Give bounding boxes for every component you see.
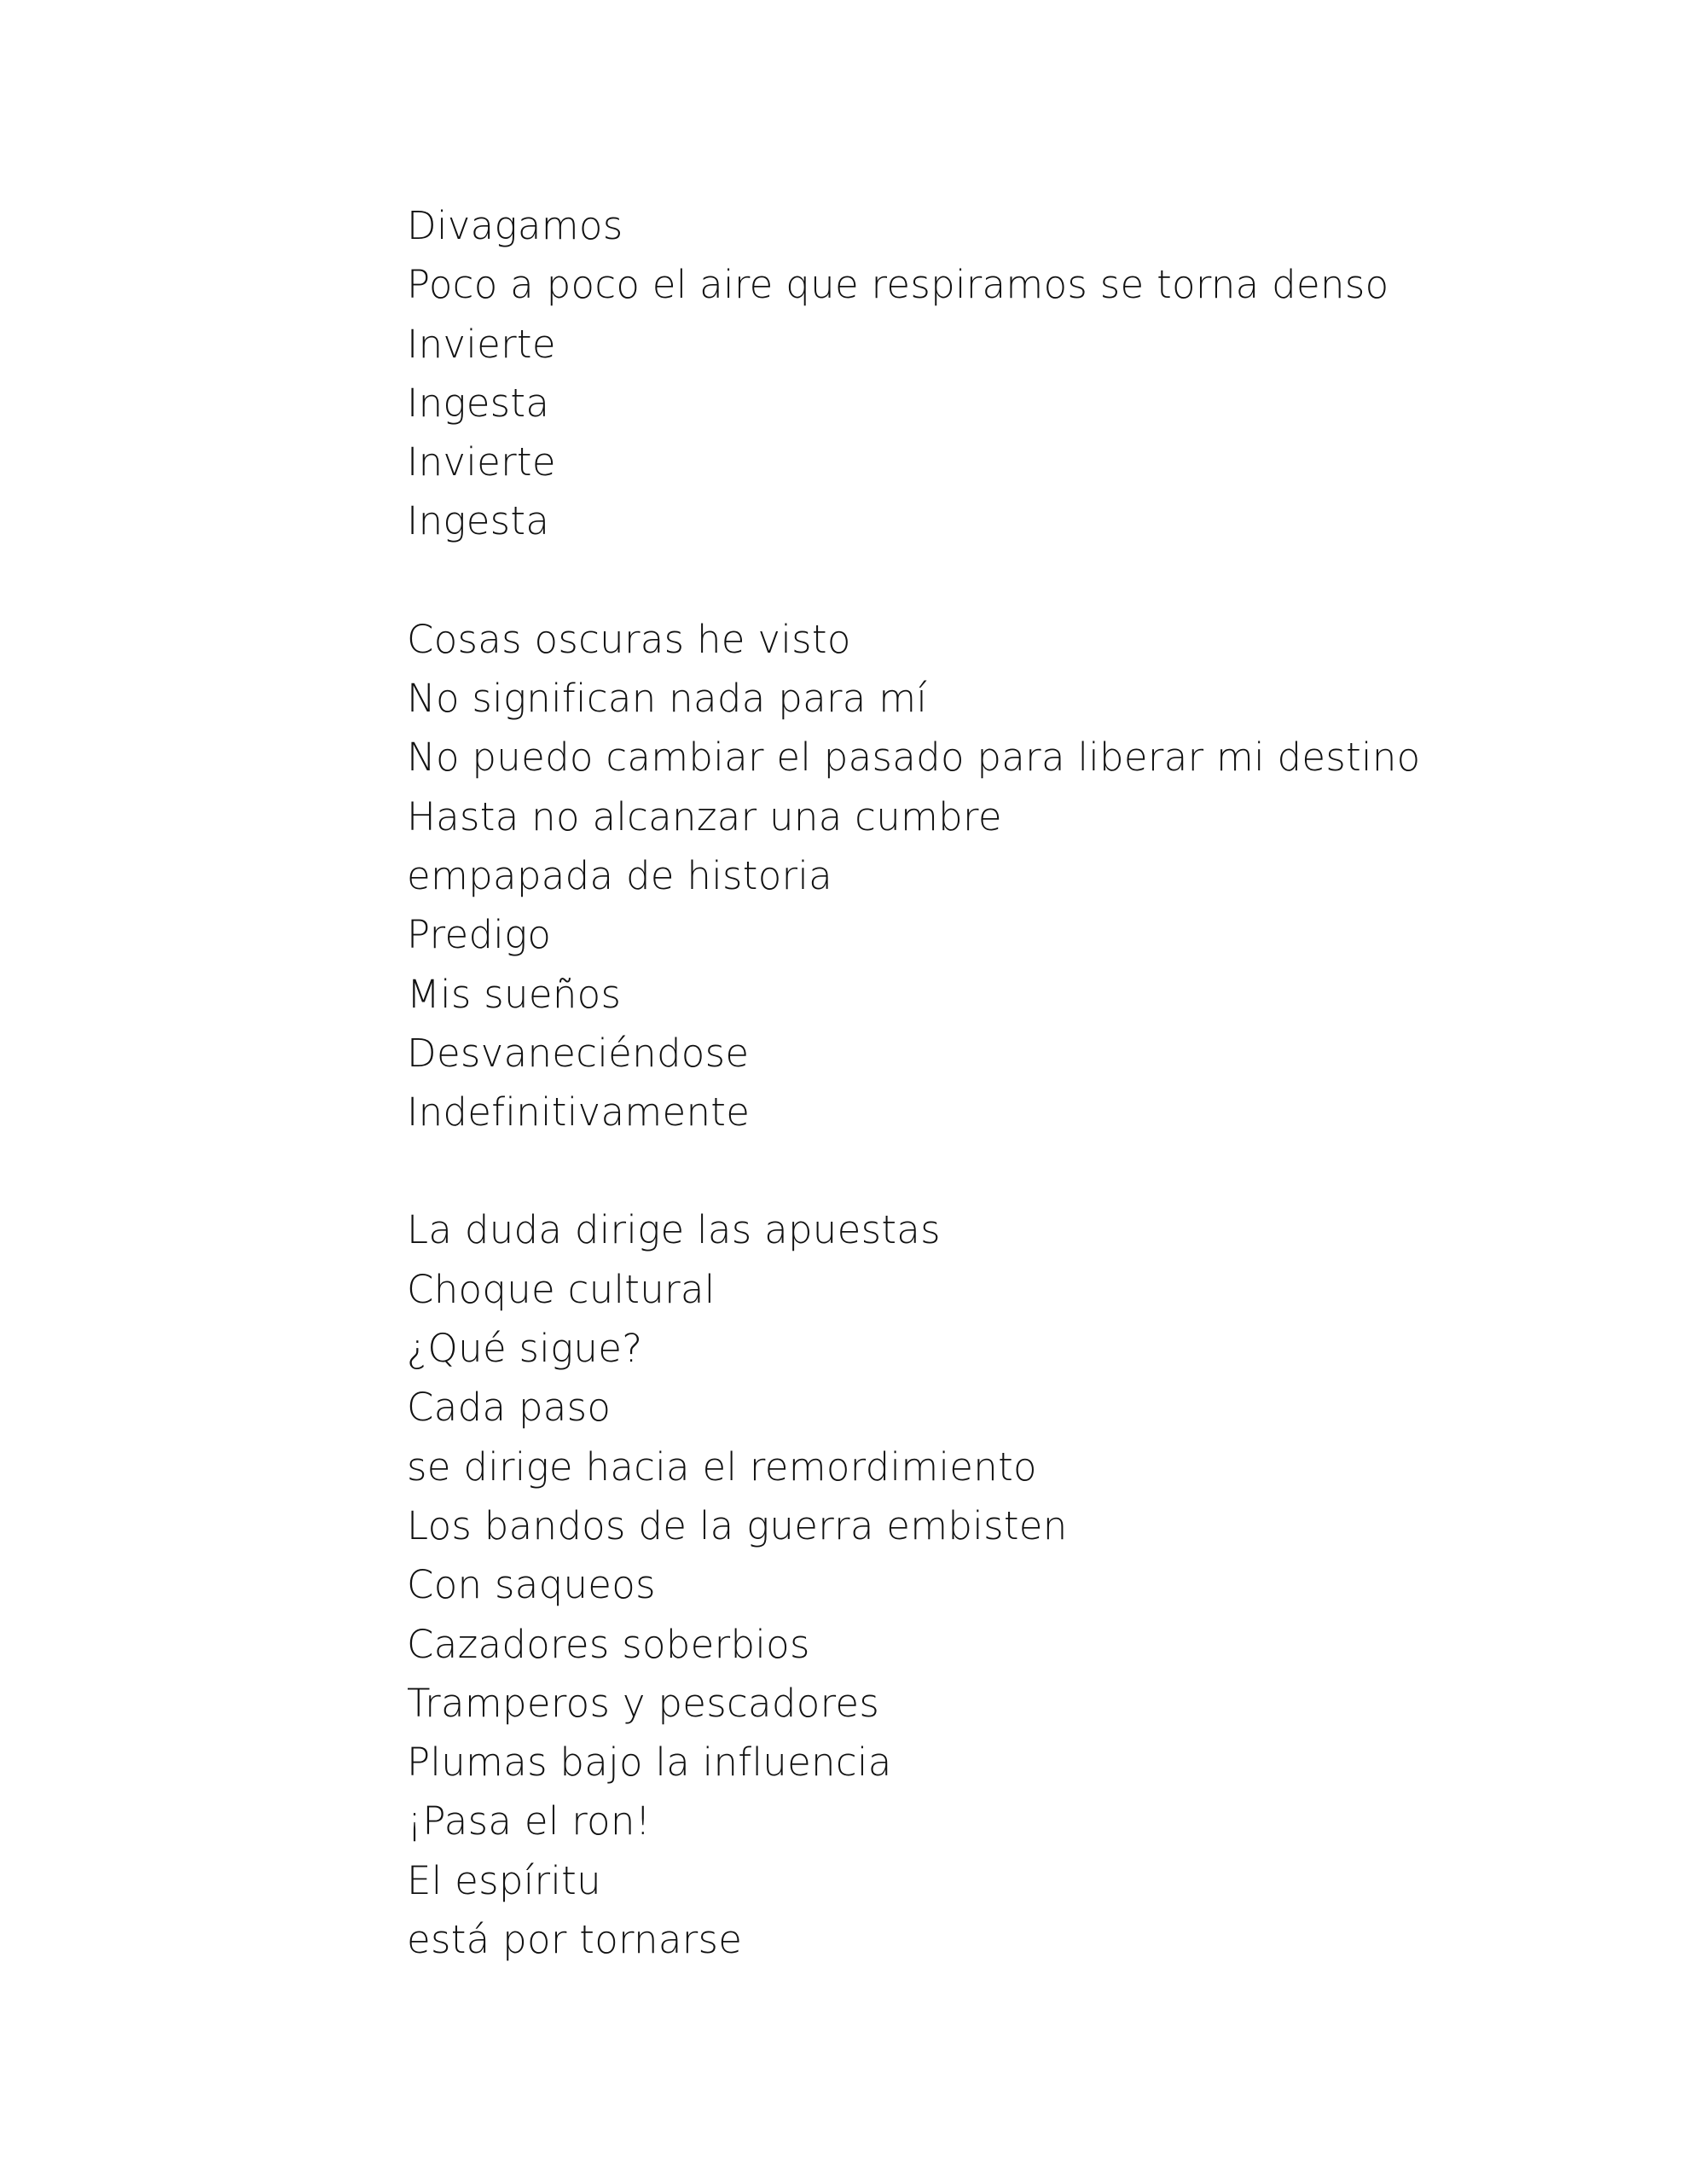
poem-line: ¡Pasa el ron! [407, 1798, 652, 1844]
poem-line: Ingesta [407, 380, 550, 426]
poem-line: se dirige hacia el remordimiento [407, 1443, 1037, 1490]
poem-line: Cada paso [407, 1385, 612, 1431]
poem-line: Invierte [407, 439, 556, 485]
poem-line: Mis sueños [407, 971, 622, 1017]
poem-line: Ingesta [407, 498, 550, 544]
poem-body [407, 196, 1516, 2028]
poem-line: Con saqueos [407, 1562, 656, 1608]
stanza-3 [407, 1200, 1516, 1969]
poem-line: Indefinitivamente [407, 1089, 751, 1136]
poem-line: La duda dirige las apuestas [407, 1207, 941, 1253]
poem-line: No puedo cambiar el pasado para liberar mi destino [407, 735, 1421, 781]
poem-line: Plumas bajo la influencia [407, 1740, 892, 1786]
poem-line: Cazadores soberbios [407, 1621, 810, 1667]
poem-line: está por tornarse [407, 1917, 743, 1963]
poem-line: Los bandos de la guerra embisten [407, 1502, 1068, 1548]
poem-line: Cosas oscuras he visto [407, 616, 851, 662]
poem-line: El espíritu [407, 1857, 601, 1903]
poem-line: Divagamos [407, 203, 623, 248]
poem-line: Hasta no alcanzar una cumbre [407, 793, 1002, 839]
poem-line: Poco a poco el aire que respiramos se torna denso [407, 262, 1389, 308]
poem-line: No significan nada para mí [407, 676, 928, 722]
poem-line: Desvaneciéndose [407, 1030, 750, 1076]
poem-line: empapada de historia [407, 852, 833, 898]
stanza-1 [407, 196, 1516, 551]
poem-line: Invierte [407, 321, 556, 367]
poem-line: Predigo [407, 912, 552, 958]
poem-line: Tramperos y pescadores [407, 1680, 880, 1726]
stanza-2 [407, 610, 1516, 1142]
poem-line: ¿Qué sigue? [407, 1326, 643, 1372]
poem-line: Choque cultural [407, 1266, 716, 1312]
